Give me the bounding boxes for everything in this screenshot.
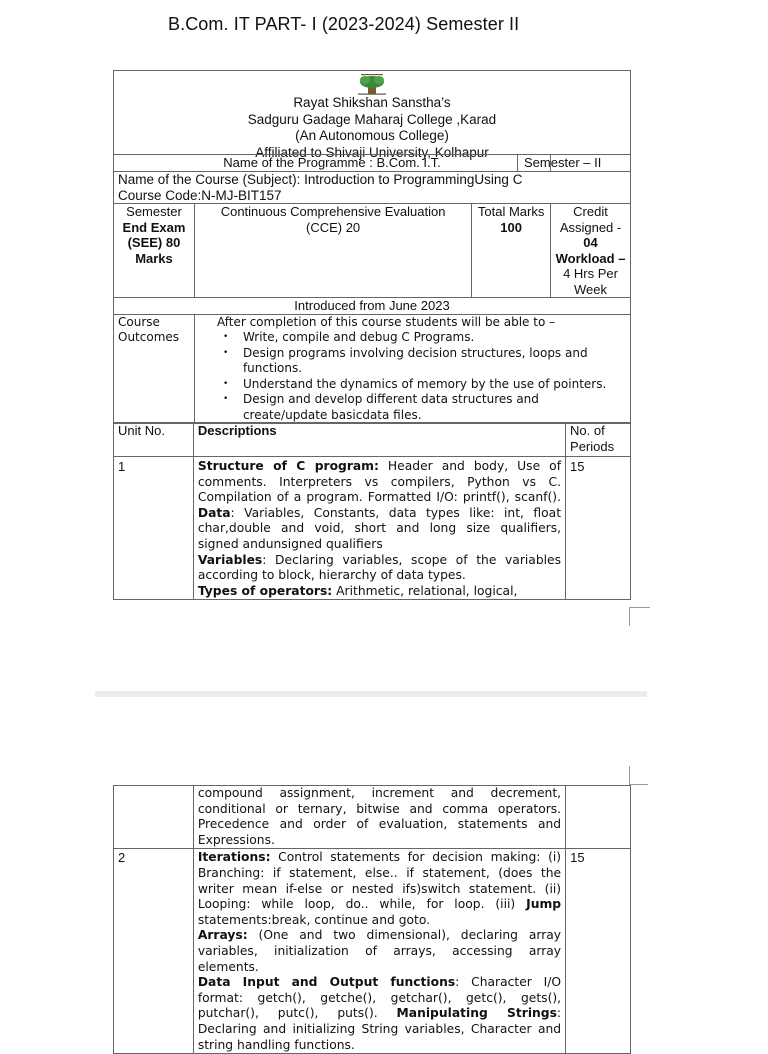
course-name: Introduction to ProgrammingUsing C bbox=[304, 172, 523, 187]
descriptions-header: Descriptions bbox=[193, 423, 565, 457]
units-table bbox=[113, 422, 631, 600]
course-name-label: Name of the Course (Subject): bbox=[118, 172, 305, 187]
cce-cell: Continuous Comprehensive Evaluation (CCE) 20 bbox=[194, 204, 471, 298]
page-corner-mark bbox=[629, 607, 650, 626]
unit-number bbox=[114, 786, 194, 849]
list-item: • Understand the dynamics of memory by the use of pointers. bbox=[243, 377, 626, 393]
total-marks-cell: Total Marks 100 bbox=[472, 204, 551, 298]
college-header bbox=[113, 70, 631, 160]
units-table-continued bbox=[113, 785, 631, 1054]
programme-name: Name of the Programme : B.Com. I.T. bbox=[114, 155, 551, 172]
college-name: Sadguru Gadage Maharaj College ,Karad bbox=[247, 111, 497, 127]
credit-cell: Credit Assigned - 04 Workload – 4 Hrs Per Week bbox=[551, 204, 631, 298]
list-item: • Design and develop different data structures and create/update basicdata files. bbox=[243, 392, 626, 423]
syllabus-table bbox=[113, 154, 631, 424]
college-affiliation: Affiliated to Shivaji University, Kolhapur bbox=[255, 144, 489, 160]
list-item: • Write, compile and debug C Programs. bbox=[243, 330, 626, 346]
outcomes-list bbox=[194, 314, 630, 424]
unit-periods bbox=[566, 786, 631, 849]
college-logo bbox=[355, 73, 389, 95]
outcomes-label: Course Outcomes bbox=[114, 314, 195, 424]
unit-number: 1 bbox=[114, 457, 194, 600]
unit-periods: 15 bbox=[566, 849, 631, 1054]
college-status: (An Autonomous College) bbox=[295, 128, 449, 143]
course-info bbox=[114, 172, 631, 204]
unit-description: Structure of C program: Header and body, Use of comments. Interpreters vs compilers, Python vs C. Compilation of a program. Formatted I/O: printf(), scanf(). Data: Variables, Constants, data types like: int, float char,double and void, short and long size qualifiers, signed andunsigned qualifiers Variables: Declaring variables, scope of the variables according to block, hierarchy of data types. Types of operators: Arithmetic, relational, logical, bbox=[193, 457, 565, 600]
page-corner-mark bbox=[629, 766, 648, 785]
introduced-note: Introduced from June 2023 bbox=[114, 298, 631, 315]
list-item: • Design programs involving decision structures, loops and functions. bbox=[243, 346, 626, 377]
see-cell: Semester End Exam (SEE) 80 Marks bbox=[114, 204, 195, 298]
course-code: Course Code:N-MJ-BIT157 bbox=[118, 187, 282, 203]
unit-description: Iterations: Control statements for decision making: (i) Branching: if statement, else.. if statement, (does the writer mean if-else or nested ifs)switch statement. (ii) Looping: while loop, do.. while, for loop. (iii) Jump statements:break, continue and goto. Arrays: (One and two dimensional), declaring array variables, initialization of arrays, accessing array elements. Data Input and Output functions: Character I/O format: getch(), getche(), getchar(), getc(), gets(), putchar(), putc(), puts(). Manipulating Strings: Declaring and initializing String variables, Character and string handling functions. bbox=[193, 849, 565, 1054]
unit-no-header: Unit No. bbox=[114, 423, 194, 457]
outcomes-intro: After completion of this course students will be able to – bbox=[216, 314, 556, 329]
unit-description: compound assignment, increment and decrement, conditional or ternary, bitwise and comma operators. Precedence and order of evaluation, statements and Expressions. bbox=[193, 786, 565, 849]
page-separator bbox=[95, 691, 647, 697]
page-title: B.Com. IT PART- I (2023-2024) Semester II bbox=[168, 14, 520, 34]
semester-label: Semester – II bbox=[551, 155, 631, 172]
unit-periods: 15 bbox=[566, 457, 631, 600]
outcomes-bullets bbox=[217, 330, 626, 423]
institution-name: Rayat Shikshan Sanstha’s bbox=[293, 95, 451, 110]
periods-header: No. of Periods bbox=[566, 423, 631, 457]
unit-number: 2 bbox=[114, 849, 194, 1054]
